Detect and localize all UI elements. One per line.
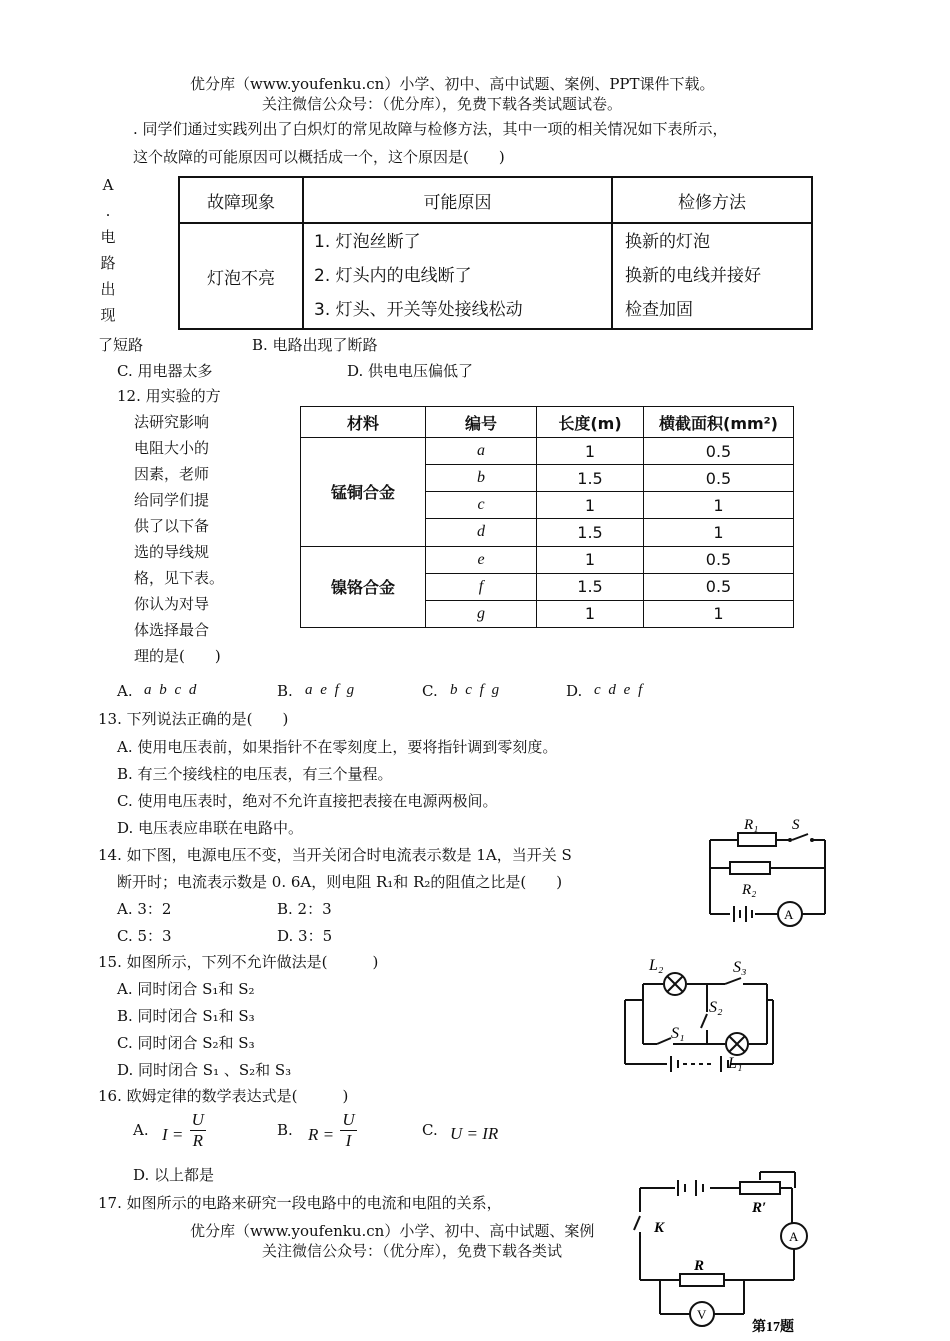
wire-table-header: 横截面积(mm²) <box>644 407 794 438</box>
q15-option-b: B. 同时闭合 S₁和 S₃ <box>117 1007 255 1025</box>
q12-option-d: c d e f <box>594 682 645 698</box>
q17-ammeter-label: A <box>789 1229 799 1244</box>
q12-option-a: a b c d <box>144 682 199 698</box>
q15-l1-label: L₁ <box>728 1055 743 1072</box>
q11-stem-2: 这个故障的可能原因可以概括成一个，这个原因是( ) <box>133 148 505 166</box>
wire-table-header: 材料 <box>301 407 426 438</box>
q11-stem-1: . 同学们通过实践列出了白炽灯的常见故障与检修方法，其中一项的相关情况如下表所示， <box>133 120 728 138</box>
q13-option-c: C. 使用电压表时，绝对不允许直接把表接在电源两极间。 <box>117 792 498 810</box>
q14-option-b: B. 2：3 <box>277 900 332 918</box>
q16-option-d: D. 以上都是 <box>133 1166 215 1184</box>
wire-length: 1 <box>537 438 644 465</box>
q15-s2-label: S₂ <box>709 999 723 1016</box>
q13-option-b: B. 有三个接线柱的电压表，有三个量程。 <box>117 765 393 783</box>
q14-option-d: D. 3：5 <box>277 927 333 945</box>
wire-table-header: 长度(m) <box>537 407 644 438</box>
wire-area: 1 <box>644 600 794 627</box>
q16-stem: 16. 欧姆定律的数学表达式是( ) <box>98 1087 349 1105</box>
q15-option-d: D. 同时闭合 S₁ 、S₂和 S₃ <box>117 1061 292 1079</box>
footer-line-1: 优分库（www.youfenku.cn）小学、初中、高中试题、案例 <box>190 1222 595 1240</box>
q14-r1-label: R₁ <box>744 817 759 833</box>
q14-option-c: C. 5：3 <box>117 927 172 945</box>
q15-option-a: A. 同时闭合 S₁和 S₂ <box>117 980 255 998</box>
wire-length: 1 <box>537 492 644 519</box>
wire-length: 1 <box>537 600 644 627</box>
wire-length: 1.5 <box>537 519 644 546</box>
fault-cause: 2. 灯头内的电线断了 <box>314 266 472 286</box>
q15-circuit-diagram <box>615 952 785 1077</box>
wire-area: 1 <box>644 492 794 519</box>
q11-option-a-char: 路 <box>100 254 116 272</box>
wire-id: f <box>426 573 537 600</box>
q12-option-c-label: C. <box>422 682 438 700</box>
q12-stem-line: 格，见下表。 <box>134 569 225 587</box>
q13-option-d: D. 电压表应串联在电路中。 <box>117 819 304 837</box>
wire-length: 1.5 <box>537 465 644 492</box>
q17-voltmeter-label: V <box>697 1307 707 1322</box>
q11-option-c: C. 用电器太多 <box>117 362 213 380</box>
fault-table <box>178 176 813 330</box>
q11-option-a-char: . <box>105 202 111 220</box>
q15-option-c: C. 同时闭合 S₂和 S₃ <box>117 1034 255 1052</box>
wire-id: b <box>426 465 537 492</box>
q12-stem-line: 选的导线规 <box>134 543 210 561</box>
wire-length: 1 <box>537 546 644 573</box>
q13-option-a: A. 使用电压表前，如果指针不在零刻度上，要将指针调到零刻度。 <box>117 738 558 756</box>
q11-option-a-char: 现 <box>100 306 116 324</box>
q12-stem-line: 因素，老师 <box>134 465 210 483</box>
fault-methods <box>612 223 812 329</box>
material-cell: 锰铜合金 <box>301 438 426 547</box>
wire-length: 1.5 <box>537 573 644 600</box>
q17-circuit-diagram <box>620 1168 810 1338</box>
q12-option-b: a e f g <box>305 682 357 698</box>
q14-switch-label: S <box>792 817 800 833</box>
q17-k-label: K <box>654 1220 665 1236</box>
q11-option-a-char: 电 <box>100 228 116 246</box>
material-cell: 镍铬合金 <box>301 546 426 627</box>
fault-causes <box>303 223 612 329</box>
q12-stem-line: 供了以下备 <box>134 517 210 535</box>
q16-formula-a: I = $\frac{U}{R}$ <box>162 1110 204 1150</box>
wire-area: 0.5 <box>644 546 794 573</box>
wire-id: e <box>426 546 537 573</box>
q12-stem-line: 12. 用实验的方 <box>117 387 221 405</box>
fault-method: 检查加固 <box>625 300 693 320</box>
q15-stem: 15. 如图所示，下列不允许做法是( ) <box>98 953 379 971</box>
q11-option-a-vertical <box>98 172 118 328</box>
q11-option-b: B. 电路出现了断路 <box>252 336 378 354</box>
wire-area: 1 <box>644 519 794 546</box>
wire-spec-table <box>300 406 794 628</box>
wire-area: 0.5 <box>644 438 794 465</box>
q11-option-a-char: 出 <box>100 280 116 298</box>
q12-stem-line: 体选择最合 <box>134 621 210 639</box>
q12-option-b-label: B. <box>277 682 293 700</box>
fault-method: 换新的电线并接好 <box>625 266 761 286</box>
footer-line-2: 关注微信公众号：（优分库），免费下载各类试 <box>262 1242 563 1260</box>
q12-stem-line: 理的是( ) <box>134 647 221 665</box>
q16-option-a-label: A. <box>133 1121 149 1139</box>
fault-table-header: 故障现象 <box>179 177 303 223</box>
q12-stem-line: 电阻大小的 <box>134 439 210 457</box>
q16-formula-b: R = $\frac{U}{I}$ <box>308 1110 355 1150</box>
q17-r-label: R <box>694 1258 705 1274</box>
q15-s1-label: S₁ <box>671 1025 685 1042</box>
header-line-1: 优分库（www.youfenku.cn）小学、初中、高中试题、案例、PPT课件下载。 <box>190 75 715 93</box>
q11-option-a-char: A <box>102 176 114 194</box>
q12-stem <box>117 383 224 669</box>
q17-caption: 第17题 <box>752 1320 794 1335</box>
q16-formula-c: U = IR <box>450 1124 499 1143</box>
q14-stem-2: 断开时；电流表示数是 0. 6A，则电阻 R₁和 R₂的阻值之比是( ) <box>117 873 563 891</box>
fault-cause: 3. 灯头、开关等处接线松动 <box>314 300 523 320</box>
fault-method: 换新的灯泡 <box>625 232 710 252</box>
q15-l2-label: L₂ <box>649 957 664 974</box>
q16-option-b-label: B. <box>277 1121 293 1139</box>
q14-stem-1: 14. 如下图，电源电压不变，当开关闭合时电流表示数是 1A，当开关 S <box>98 846 572 864</box>
fault-phenomenon: 灯泡不亮 <box>179 223 303 329</box>
q12-stem-line: 给同学们提 <box>134 491 210 509</box>
q14-r2-label: R₂ <box>742 882 757 898</box>
wire-area: 0.5 <box>644 465 794 492</box>
header-line-2: 关注微信公众号：（优分库），免费下载各类试题试卷。 <box>262 95 623 113</box>
q17-rprime-label: R′ <box>752 1200 767 1216</box>
q14-circuit-diagram <box>700 812 835 937</box>
wire-table-header: 编号 <box>426 407 537 438</box>
wire-id: g <box>426 600 537 627</box>
fault-cause: 1. 灯泡丝断了 <box>314 232 421 252</box>
q13-stem: 13. 下列说法正确的是( ) <box>98 710 289 728</box>
q12-option-c: b c f g <box>450 682 502 698</box>
q17-stem: 17. 如图所示的电路来研究一段电路中的电流和电阻的关系， <box>98 1194 502 1212</box>
wire-id: d <box>426 519 537 546</box>
q11-option-d: D. 供电电压偏低了 <box>347 362 474 380</box>
q12-stem-line: 你认为对导 <box>134 595 210 613</box>
q12-option-d-label: D. <box>566 682 583 700</box>
q14-ammeter-label: A <box>784 907 794 922</box>
fault-table-header: 检修方法 <box>612 177 812 223</box>
wire-id: c <box>426 492 537 519</box>
q12-option-a-label: A. <box>117 682 133 700</box>
q16-option-c-label: C. <box>422 1121 438 1139</box>
q12-stem-line: 法研究影响 <box>134 413 210 431</box>
fault-table-header: 可能原因 <box>303 177 612 223</box>
wire-id: a <box>426 438 537 465</box>
q14-option-a: A. 3：2 <box>117 900 172 918</box>
q15-s3-label: S₃ <box>733 959 747 976</box>
q11-option-a-tail: 了短路 <box>98 336 144 354</box>
wire-area: 0.5 <box>644 573 794 600</box>
